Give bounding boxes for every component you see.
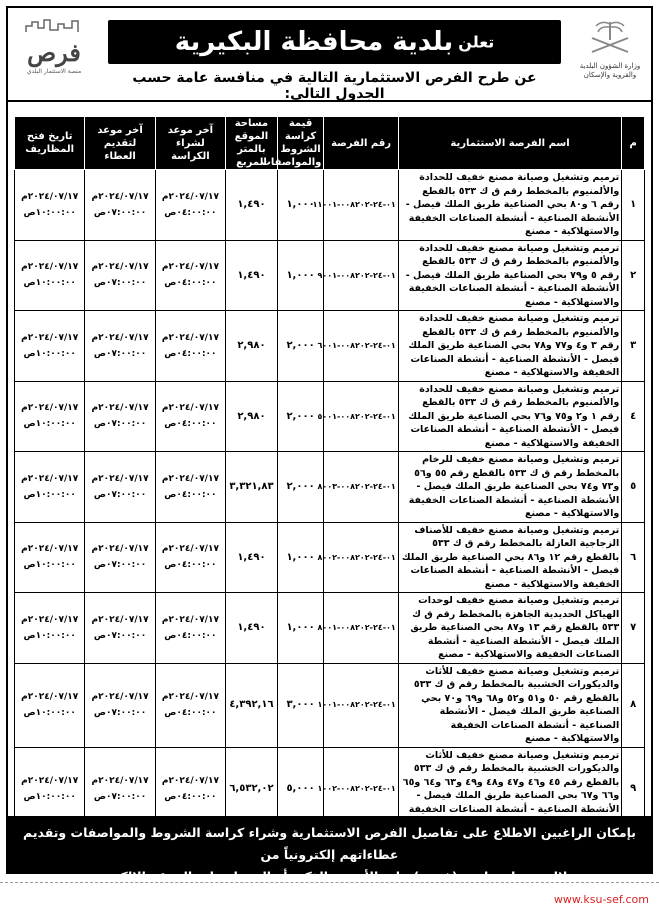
buy-deadline: ٢٠٢٤/٠٧/١٧م ٠٤:٠٠:٠٠ص	[155, 311, 225, 382]
furas-logo	[14, 18, 94, 92]
submit-deadline: ٢٠٢٤/٠٧/١٧م ٠٧:٠٠:٠٠ص	[85, 240, 155, 311]
table-row	[15, 311, 645, 382]
booklet-fee: ٢,٠٠٠	[277, 452, 324, 523]
footer-line-2: خلال تحميل تطبيق (فرص) على الأجهزة الذكية أو الدخول على الموقع الالكتروني (https://Furas.momra.gov.sa).	[82, 869, 577, 906]
buy-deadline: ٢٠٢٤/٠٧/١٧م ٠٤:٠٠:٠٠ص	[155, 240, 225, 311]
opportunity-name: ترميم وتشغيل وصيانة مصنع خفيف للحدادة والألمنيوم بالمخطط رقم ق ك ٥٣٣ بالقطع رقم ٦ و٨٠ بحي الصناعية طريق الملك فيصل - الأنشطة الصناعية - أنشطة الصناعات الخفيفة والاستهلاكية - مصنع	[398, 170, 621, 241]
cut-line	[0, 882, 659, 883]
table-header-row	[15, 117, 645, 170]
furas-wordmark: فرص	[27, 38, 81, 67]
submit-deadline: ٢٠٢٤/٠٧/١٧م ٠٧:٠٠:٠٠ص	[85, 593, 155, 664]
opportunity-number: ٠١-٢٤-٠٠٨٢٠٢-١١٠٠١	[324, 170, 398, 241]
col-header-name: اسم الفرصة الاستثمارية	[398, 117, 621, 170]
submit-deadline: ٢٠٢٤/٠٧/١٧م ٠٧:٠٠:٠٠ص	[85, 747, 155, 831]
col-header-area: مساحة الموقع بالمتر المربع	[226, 117, 278, 170]
opening-date: ٢٠٢٤/٠٧/١٧م ١٠:٠٠:٠٠ص	[15, 663, 85, 747]
row-index: ١	[622, 170, 645, 241]
palm-swords-emblem-icon	[580, 18, 640, 58]
row-index: ٢	[622, 240, 645, 311]
site-area: ٤,٣٩٢,١٦	[226, 663, 278, 747]
col-header-buy-deadline: آخر موعد لشراء الكراسة	[155, 117, 225, 170]
row-index: ٩	[622, 747, 645, 831]
footer-line-1: بإمكان الراغبين الاطلاع على تفاصيل الفرص الاستثمارية وشراء كراسة الشروط والمواصفات وتقديم عطاءاتهم إلكترونياً من	[23, 825, 636, 862]
announcement-title	[108, 20, 561, 64]
col-header-ref: رقم الفرصة	[324, 117, 398, 170]
submit-deadline: ٢٠٢٤/٠٧/١٧م ٠٧:٠٠:٠٠ص	[85, 170, 155, 241]
booklet-fee: ٢,٠٠٠	[277, 381, 324, 452]
submit-deadline: ٢٠٢٤/٠٧/١٧م ٠٧:٠٠:٠٠ص	[85, 311, 155, 382]
opportunity-number: ٠١-٢٤-٠٠٨٢٠٢-٨٠٠٢	[324, 522, 398, 593]
col-header-opening-date: تاريخ فتح المظاريف	[15, 117, 85, 170]
buy-deadline: ٢٠٢٤/٠٧/١٧م ٠٤:٠٠:٠٠ص	[155, 381, 225, 452]
watermark: www.ksu-sef.com	[553, 893, 649, 906]
opening-date: ٢٠٢٤/٠٧/١٧م ١٠:٠٠:٠٠ص	[15, 593, 85, 664]
opportunity-number: ٠١-٢٤-٠٠٨٢٠٢-٩٠٠١	[324, 240, 398, 311]
booklet-fee: ١,٠٠٠	[277, 593, 324, 664]
opportunity-number: ٠١-٢٤-٠٠٨٢٠٢-١٠٠٢	[324, 747, 398, 831]
table-row	[15, 663, 645, 747]
booklet-fee: ١,٠٠٠	[277, 522, 324, 593]
table-row	[15, 522, 645, 593]
opportunity-number: ٠١-٢٤-٠٠٨٢٠٢-٨٠٠٣	[324, 452, 398, 523]
buy-deadline: ٢٠٢٤/٠٧/١٧م ٠٤:٠٠:٠٠ص	[155, 593, 225, 664]
site-area: ١,٤٩٠	[226, 593, 278, 664]
opportunity-name: ترميم وتشغيل وصيانة مصنع خفيف للأصناف الزجاجية العازلة بالمخطط رقم ق ك ٥٣٣ بالقطع رقم ١٢ و٨٦ بحي الصناعية طريق الملك فيصل - الأنشطة الصناعية - أنشطة الصناعات الخفيفة والاستهلاكية - مصنع	[398, 522, 621, 593]
row-index: ٨	[622, 663, 645, 747]
row-index: ٥	[622, 452, 645, 523]
row-index: ٦	[622, 522, 645, 593]
opportunity-name: ترميم وتشغيل وصيانة مصنع خفيف للأثاث والديكورات الخشبية بالمخطط رقم ق ك ٥٣٣ بالقطع رقم ٤٥ و٤٦ و٤٧ و٤٨ و٤٩ و٦٣ و٦٤ و٦٥ و٦٦ و٦٧ بحي الصناعية طريق الملك فيصل - الأنشطة الصناعية - أنشطة الصناعات الخفيفة	[398, 747, 621, 831]
row-index: ٣	[622, 311, 645, 382]
booklet-fee: ١,٠٠٠	[277, 170, 324, 241]
furas-caption: منصة الاستثمار البلدي	[26, 68, 82, 75]
row-index: ٧	[622, 593, 645, 664]
ministry-logo	[575, 18, 645, 92]
buy-deadline: ٢٠٢٤/٠٧/١٧م ٠٤:٠٠:٠٠ص	[155, 747, 225, 831]
header	[8, 8, 651, 102]
submit-deadline: ٢٠٢٤/٠٧/١٧م ٠٧:٠٠:٠٠ص	[85, 381, 155, 452]
buy-deadline: ٢٠٢٤/٠٧/١٧م ٠٤:٠٠:٠٠ص	[155, 170, 225, 241]
buy-deadline: ٢٠٢٤/٠٧/١٧م ٠٤:٠٠:٠٠ص	[155, 663, 225, 747]
opening-date: ٢٠٢٤/٠٧/١٧م ١٠:٠٠:٠٠ص	[15, 170, 85, 241]
row-index: ٤	[622, 381, 645, 452]
table-row	[15, 593, 645, 664]
submit-deadline: ٢٠٢٤/٠٧/١٧م ٠٧:٠٠:٠٠ص	[85, 452, 155, 523]
opportunity-number: ٠١-٢٤-٠٠٨٢٠٢-٨٠٠١	[324, 593, 398, 664]
opportunities-table	[14, 116, 645, 832]
opportunity-name: ترميم وتشغيل وصيانة مصنع خفيف للرخام بالمخطط رقم ق ك ٥٣٣ بالقطع رقم ٥٥ و٥٦ و٧٣ و٧٤ بحي الصناعية طريق الملك فيصل - الأنشطة الصناعية - أنشطة الصناعات الخفيفة والاستهلاكية - مصنع	[398, 452, 621, 523]
opportunity-number: ٠١-٢٤-٠٠٨٢٠٢-٦٠٠١	[324, 311, 398, 382]
submit-deadline: ٢٠٢٤/٠٧/١٧م ٠٧:٠٠:٠٠ص	[85, 522, 155, 593]
site-area: ٢,٩٨٠	[226, 381, 278, 452]
table-row	[15, 240, 645, 311]
booklet-fee: ٢,٠٠٠	[277, 311, 324, 382]
col-header-fee: قيمة كراسة الشروط والمواصفات	[277, 117, 324, 170]
booklet-fee: ١,٠٠٠	[277, 240, 324, 311]
opening-date: ٢٠٢٤/٠٧/١٧م ١٠:٠٠:٠٠ص	[15, 240, 85, 311]
site-area: ٢,٩٨٠	[226, 311, 278, 382]
booklet-fee: ٥,٠٠٠	[277, 747, 324, 831]
opportunity-name: ترميم وتشغيل وصيانة مصنع خفيف لوحدات الهياكل الحديدية الجاهزة بالمخطط رقم ق ك ٥٣٣ بالقطع رقم ١٣ و٨٧ بحي الصناعية طريق الملك فيصل - الأنشطة الصناعية - أنشطة الصناعات الخفيفة والاستهلاكية - مصنع	[398, 593, 621, 664]
booklet-fee: ٣,٠٠٠	[277, 663, 324, 747]
opportunity-name: ترميم وتشغيل وصيانة مصنع خفيف للأثاث والديكورات الخشبية بالمخطط رقم ق ك ٥٣٣ بالقطع رقم ٥٠ و٥١ و٥٢ و٦٨ و٦٩ و٧٠ بحي الصناعية طريق الملك فيصل - الأنشطة الصناعية - أنشطة الصناعات الخفيفة والاستهلاكية - مصنع	[398, 663, 621, 747]
table-row	[15, 381, 645, 452]
buy-deadline: ٢٠٢٤/٠٧/١٧م ٠٤:٠٠:٠٠ص	[155, 522, 225, 593]
site-area: ١,٤٩٠	[226, 170, 278, 241]
site-area: ٦,٥٣٢,٠٢	[226, 747, 278, 831]
title-announce-word: تعلن	[458, 32, 495, 52]
site-area: ٣,٣٢١,٨٣	[226, 452, 278, 523]
col-header-submit-deadline: آخر موعد لتقديم العطاء	[85, 117, 155, 170]
opportunity-name: ترميم وتشغيل وصيانة مصنع خفيف للحدادة والألمنيوم بالمخطط رقم ق ك ٥٣٣ بالقطع رقم ١ و٢ و٧٥ و٧٦ بحي الصناعية طريق الملك فيصل - الأنشطة الصناعية - أنشطة الصناعات الخفيفة والاستهلاكية - مصنع	[398, 381, 621, 452]
submit-deadline: ٢٠٢٤/٠٧/١٧م ٠٧:٠٠:٠٠ص	[85, 663, 155, 747]
opening-date: ٢٠٢٤/٠٧/١٧م ١٠:٠٠:٠٠ص	[15, 747, 85, 831]
site-area: ١,٤٩٠	[226, 522, 278, 593]
table-row	[15, 170, 645, 241]
skyline-icon	[24, 18, 84, 34]
table-row	[15, 452, 645, 523]
opening-date: ٢٠٢٤/٠٧/١٧م ١٠:٠٠:٠٠ص	[15, 311, 85, 382]
title-municipality: بلدية محافظة البكيرية	[174, 27, 454, 57]
opportunity-name: ترميم وتشغيل وصيانة مصنع خفيف للحدادة والألمنيوم بالمخطط رقم ق ك ٥٣٣ بالقطع رقم ٣ و٤ و٧٧ و٧٨ بحي الصناعية طريق الملك فيصل - الأنشطة الصناعية - أنشطة الصناعات الخفيفة والاستهلاكية - مصنع	[398, 311, 621, 382]
opportunity-number: ٠١-٢٤-٠٠٨٢٠٢-١٠٠١	[324, 663, 398, 747]
opening-date: ٢٠٢٤/٠٧/١٧م ١٠:٠٠:٠٠ص	[15, 452, 85, 523]
opportunity-number: ٠١-٢٤-٠٠٨٢٠٢-٥٠٠١	[324, 381, 398, 452]
opportunity-name: ترميم وتشغيل وصيانة مصنع خفيف للحدادة والألمنيوم بالمخطط رقم ق ك ٥٣٣ بالقطع رقم ٥ و٧٩ بحي الصناعية طريق الملك فيصل - الأنشطة الصناعية - أنشطة الصناعات الخفيفة والاستهلاكية - مصنع	[398, 240, 621, 311]
col-header-index: م	[622, 117, 645, 170]
buy-deadline: ٢٠٢٤/٠٧/١٧م ٠٤:٠٠:٠٠ص	[155, 452, 225, 523]
site-area: ١,٤٩٠	[226, 240, 278, 311]
opening-date: ٢٠٢٤/٠٧/١٧م ١٠:٠٠:٠٠ص	[15, 381, 85, 452]
subtitle: عن طرح الفرص الاستثمارية التالية في منافسة عامة حسب الجدول التالي:	[132, 70, 537, 102]
ministry-caption: وزارة الشؤون البلدية والقروية والإسكان	[579, 62, 641, 79]
opening-date: ٢٠٢٤/٠٧/١٧م ١٠:٠٠:٠٠ص	[15, 522, 85, 593]
